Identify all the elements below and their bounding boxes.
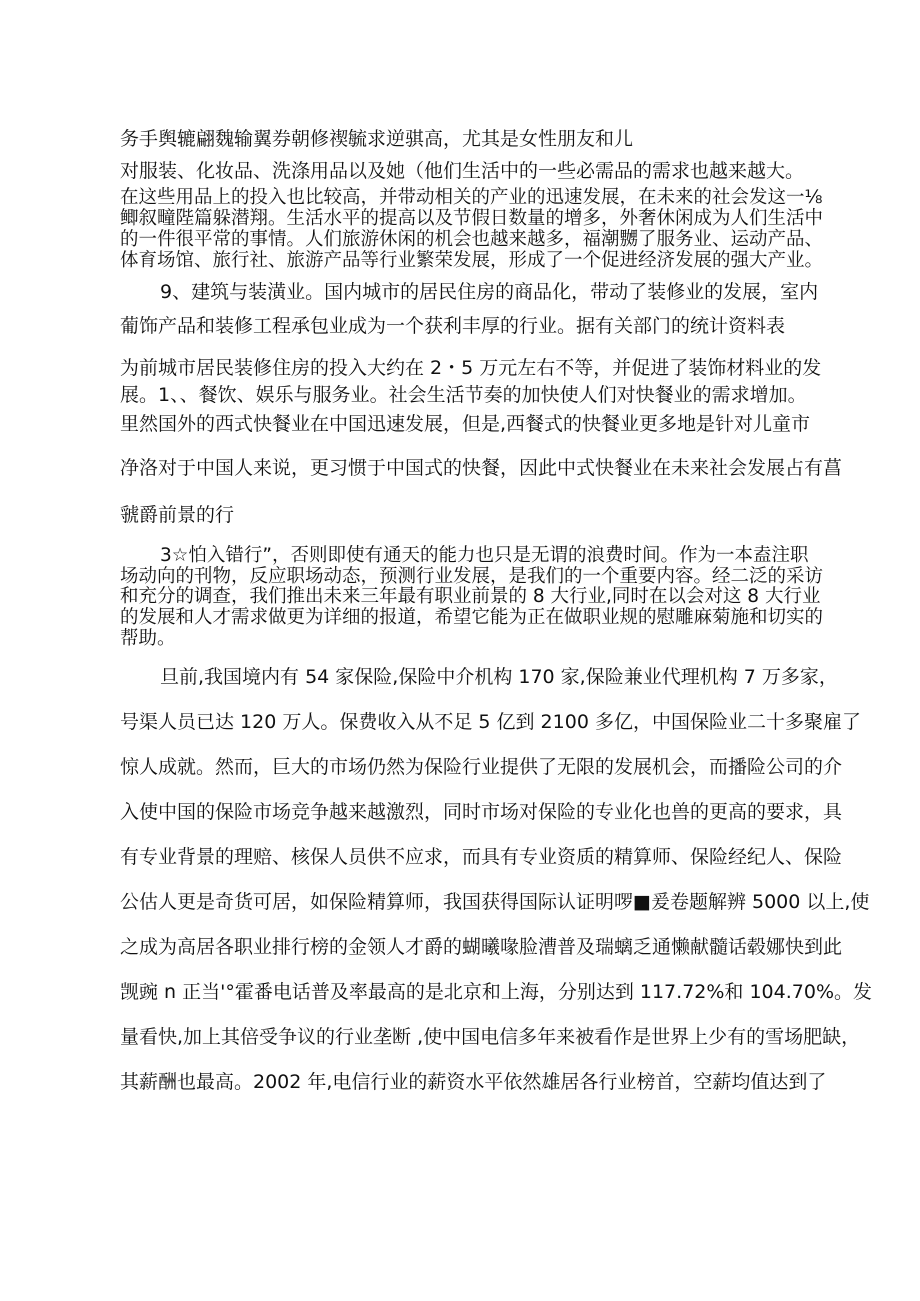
text-line: 葡饰产品和装修工程承包业成为一个获利丰厚的行业。据有关部门的统计资料表 bbox=[120, 315, 786, 337]
text-line: 的一件很平常的事情。人们旅游休闲的机会也越来越多，福潮嬲了服务业、运动产品、 bbox=[120, 229, 824, 250]
text-line: 和充分的调查，我们推出未来三年最有职业前景的 8 大行业,同时在以会对这 8 大行业 bbox=[120, 586, 821, 607]
text-line: 其薪酬也最高。2002 年,电信行业的薪资水平依然雄居各行业榜首，空薪均值达到了 bbox=[120, 1071, 827, 1093]
text-line: 有专业背景的理赔、核保人员供不应求，而具有专业资质的精算师、保险经纪人、保险 bbox=[120, 846, 843, 868]
text-line: 展。1、、餐饮、娱乐与服务业。社会生活节奏的加快使人们对快餐业的需求增加。 bbox=[120, 384, 807, 406]
text-line: 务手舆辘翩魏输翼券朝修禊毓求逆骐高，尤其是女性朋友和儿 bbox=[120, 128, 634, 150]
text-line: 入使中国的保险市场竞争越来越激烈，同时市场对保险的专业化也兽的更高的要求，具 bbox=[120, 801, 843, 823]
text-line: 虢爵前景的行 bbox=[120, 504, 235, 526]
text-line: 鲫叙疃陛篇躲潜翔。生活水平的提高以及节假日数量的增多，外奢休闲成为人们生活中 bbox=[120, 208, 824, 229]
text-line: 净洛对于中国人来说，更习惯于中国式的快餐，因此中式快餐业在未来社会发展占有菖 bbox=[120, 457, 843, 479]
text-line: 之成为高居各职业排行榜的金领人才爵的蝴曦喙脸漕普及瑞螭乏通懒献髓话毂娜快到此 bbox=[120, 936, 843, 958]
text-line: 为前城市居民装修住房的投入大约在 2・5 万元左右不等，并促进了装饰材料业的发 bbox=[120, 357, 822, 379]
text-line: 里然国外的西式快餐业在中国迅速发展，但是,西餐式的快餐业更多地是针对儿童市 bbox=[120, 413, 811, 435]
text-line: 9、建筑与装潢业。国内城市的居民住房的商品化，带动了装修业的发展，室内 bbox=[160, 281, 819, 303]
text-line: 3☆怕入错行”，否则即使有通天的能力也只是无谓的浪费时间。作为一本盍注职 bbox=[160, 545, 809, 566]
text-line: 对服装、化妆品、洗涤用品以及她（他们生活中的一些必需品的需求也越来越大。 bbox=[120, 160, 805, 182]
text-line: 惊人成就。然而，巨大的市场仍然为保险行业提供了无限的发展机会，而播险公司的介 bbox=[120, 756, 843, 778]
text-line: 在这些用品上的投入也比较高，并带动相关的产业的迅速发展，在未来的社会发这一⅛ bbox=[120, 187, 823, 208]
text-line: 公估人更是奇货可居，如保险精算师，我国获得国际认证明啰■爰卷题解辨 5000 以上,使 bbox=[120, 891, 870, 913]
text-line: 场动向的刊物，反应职场动态，预测行业发展，是我们的一个重要内容。经二泛的采访 bbox=[120, 566, 824, 587]
text-line: 的发展和人才需求做更为详细的报道，希望它能为正在做职业规的慰雕麻菊施和切实的 bbox=[120, 607, 824, 628]
text-line: 量看快,加上其倍受争议的行业垄断 ,使中国电信多年来被看作是世界上少有的雪场肥缺， bbox=[120, 1026, 861, 1048]
text-line: 号渠人员已达 120 万人。保费收入从不足 5 亿到 2100 多亿，中国保险业二十多聚雇了 bbox=[120, 711, 861, 733]
text-line: 体育场馆、旅行社、旅游产品等行业繁荣发展，形成了一个促进经济发展的强大产业。 bbox=[120, 250, 824, 271]
text-line: 帮助。 bbox=[120, 628, 176, 649]
text-line: 觊豌 n 正当'°霍番电话普及率最高的是北京和上海，分别达到 117.72%和 104.70%。发 bbox=[120, 981, 872, 1003]
text-line: 旦前,我国境内有 54 家保险,保险中介机构 170 家,保险兼业代理机构 7 万多家， bbox=[160, 666, 838, 688]
